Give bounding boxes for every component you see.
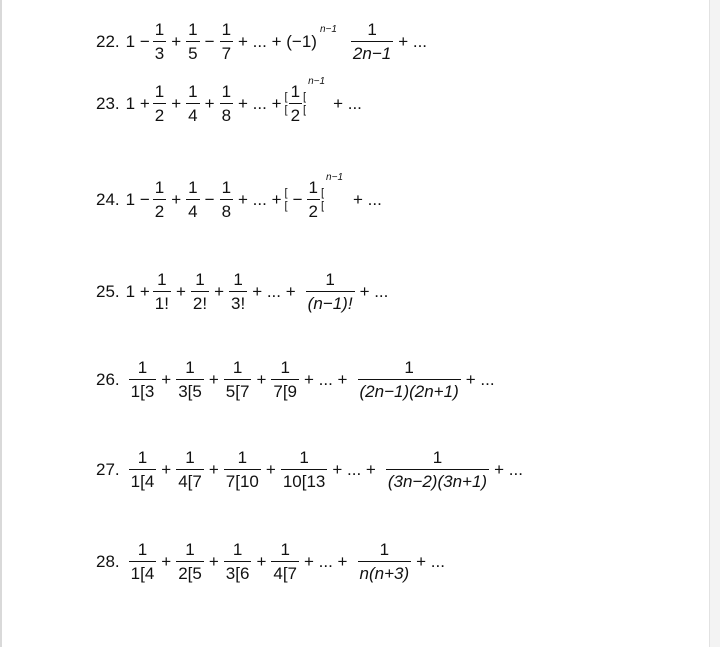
operator: + bbox=[208, 459, 219, 479]
problem-number: 22. bbox=[96, 31, 120, 51]
exponent: n−1 bbox=[326, 172, 344, 183]
denominator: 2 bbox=[153, 103, 166, 125]
operator: + bbox=[171, 31, 182, 51]
numerator: 1 bbox=[154, 178, 165, 197]
negative-sign: − bbox=[292, 189, 303, 209]
ellipsis-term: + ... + bbox=[238, 93, 282, 113]
problem-number: 26. bbox=[96, 369, 120, 389]
numerator: 1 bbox=[185, 358, 195, 377]
numerator: 1 bbox=[188, 82, 198, 101]
operator: + bbox=[204, 93, 215, 113]
denominator: 8 bbox=[220, 199, 233, 221]
general-term-fraction bbox=[351, 20, 393, 63]
page-left-edge bbox=[0, 0, 2, 647]
bracket-glyph: [ bbox=[284, 186, 288, 199]
denominator: 5 bbox=[186, 41, 199, 63]
general-term-fraction bbox=[289, 82, 302, 125]
ellipsis-term: + ... + (−1) bbox=[238, 31, 317, 51]
tail-term: + ... bbox=[416, 551, 445, 571]
bracket-glyph: [ bbox=[303, 103, 307, 116]
bracket-glyph: [ bbox=[320, 186, 325, 199]
fraction bbox=[153, 178, 166, 221]
problem-number: 24. bbox=[96, 189, 120, 209]
denominator: 7[9 bbox=[271, 379, 299, 401]
denominator: 2[5 bbox=[176, 561, 204, 583]
fraction bbox=[224, 448, 261, 491]
denominator: 3! bbox=[229, 291, 247, 313]
ellipsis-term: + ... + bbox=[304, 551, 348, 571]
ellipsis-term: + ... + bbox=[252, 281, 296, 301]
tail-term: + ... bbox=[353, 189, 382, 209]
page-right-edge bbox=[709, 0, 720, 647]
numerator: 1 bbox=[221, 20, 232, 39]
denominator: 2 bbox=[289, 103, 302, 125]
bracket-glyph: [ bbox=[284, 103, 288, 116]
problem-number: 23. bbox=[96, 93, 120, 113]
general-term-fraction bbox=[306, 270, 355, 313]
tail-term: + ... bbox=[398, 31, 428, 51]
denominator: 4 bbox=[186, 199, 199, 221]
fraction bbox=[224, 358, 252, 401]
tail-term: + ... bbox=[465, 369, 495, 389]
general-term-fraction bbox=[386, 448, 489, 491]
general-term-fraction bbox=[307, 178, 320, 221]
operator: + bbox=[161, 551, 172, 571]
denominator: 2! bbox=[191, 291, 209, 313]
problem-25 bbox=[96, 270, 390, 313]
bracket-glyph: [ bbox=[320, 199, 325, 212]
fraction bbox=[271, 540, 299, 583]
fraction bbox=[176, 448, 204, 491]
numerator: 1 bbox=[237, 448, 248, 467]
problem-number: 25. bbox=[96, 281, 120, 301]
tail-term: + ... bbox=[359, 281, 389, 301]
numerator: 1 bbox=[379, 540, 390, 559]
fraction bbox=[153, 82, 166, 125]
numerator: 1 bbox=[232, 540, 243, 559]
tail-term: + ... bbox=[494, 459, 523, 479]
ellipsis-term: + ... + bbox=[238, 189, 282, 209]
denominator: 2 bbox=[307, 199, 320, 221]
numerator: 1 bbox=[432, 448, 443, 467]
denominator: (n−1)! bbox=[306, 291, 355, 313]
problem-28 bbox=[96, 540, 447, 583]
fraction bbox=[224, 540, 252, 583]
numerator: 1 bbox=[137, 358, 148, 377]
bracket-close-glyphs bbox=[303, 91, 306, 117]
numerator: 1 bbox=[221, 82, 232, 101]
operator: + bbox=[208, 369, 219, 389]
denominator: 1! bbox=[153, 291, 171, 313]
exponent: n−1 bbox=[308, 76, 326, 87]
numerator: 1 bbox=[280, 540, 290, 559]
denominator: (3n−2)(3n+1) bbox=[386, 469, 489, 491]
fraction bbox=[271, 358, 299, 401]
numerator: 1 bbox=[185, 448, 195, 467]
bracket-open-glyphs bbox=[285, 91, 288, 117]
numerator: 1 bbox=[154, 82, 165, 101]
denominator: 1[4 bbox=[129, 469, 157, 491]
operator: + bbox=[171, 189, 182, 209]
fraction bbox=[129, 540, 157, 583]
fraction bbox=[220, 20, 233, 63]
denominator: 3[5 bbox=[176, 379, 204, 401]
numerator: 1 bbox=[188, 178, 198, 197]
operator: + bbox=[256, 369, 267, 389]
problem-24 bbox=[96, 172, 384, 221]
problem-number: 28. bbox=[96, 551, 120, 571]
operator: − bbox=[204, 189, 215, 209]
numerator: 1 bbox=[308, 178, 318, 197]
fraction bbox=[220, 82, 233, 125]
fraction bbox=[220, 178, 233, 221]
numerator: 1 bbox=[299, 448, 309, 467]
denominator: 8 bbox=[220, 103, 233, 125]
operator: + bbox=[214, 281, 224, 301]
denominator: 4[7 bbox=[176, 469, 204, 491]
numerator: 1 bbox=[325, 270, 335, 289]
numerator: 1 bbox=[154, 20, 165, 39]
numerator: 1 bbox=[157, 270, 167, 289]
bracket-glyph: [ bbox=[284, 199, 288, 212]
fraction bbox=[176, 540, 204, 583]
denominator: 10[13 bbox=[281, 469, 328, 491]
denominator: 5[7 bbox=[224, 379, 252, 401]
fraction bbox=[153, 270, 171, 313]
denominator: 4[7 bbox=[271, 561, 299, 583]
problem-number: 27. bbox=[96, 459, 120, 479]
denominator: 1[4 bbox=[129, 561, 157, 583]
bracket-close-glyphs bbox=[321, 187, 324, 213]
numerator: 1 bbox=[290, 82, 301, 101]
problem-26 bbox=[96, 358, 497, 401]
denominator: 4 bbox=[186, 103, 199, 125]
problem-22 bbox=[96, 20, 429, 63]
numerator: 1 bbox=[280, 358, 290, 377]
denominator: 7 bbox=[220, 41, 233, 63]
operator: + bbox=[175, 281, 186, 301]
operator: + bbox=[161, 369, 172, 389]
numerator: 1 bbox=[188, 20, 198, 39]
denominator: 2 bbox=[153, 199, 166, 221]
bracket-glyph: [ bbox=[284, 90, 288, 103]
operator: + bbox=[161, 459, 172, 479]
lead-term: 1 + bbox=[125, 281, 150, 301]
numerator: 1 bbox=[137, 448, 148, 467]
numerator: 1 bbox=[185, 540, 195, 559]
problem-23 bbox=[96, 76, 364, 125]
numerator: 1 bbox=[232, 358, 243, 377]
lead-term: 1 + bbox=[125, 93, 150, 113]
problem-27 bbox=[96, 448, 525, 491]
ellipsis-term: + ... + bbox=[332, 459, 376, 479]
exponent: n−1 bbox=[319, 24, 337, 35]
denominator: 2n−1 bbox=[351, 41, 393, 63]
ellipsis-term: + ... + bbox=[304, 369, 348, 389]
numerator: 1 bbox=[195, 270, 205, 289]
operator: + bbox=[256, 551, 267, 571]
bracket-open-glyphs bbox=[285, 187, 288, 213]
lead-term: 1 − bbox=[125, 189, 150, 209]
operator: + bbox=[265, 459, 276, 479]
fraction bbox=[186, 20, 199, 63]
denominator: (2n−1)(2n+1) bbox=[358, 379, 461, 401]
general-term-fraction bbox=[358, 358, 461, 401]
operator: + bbox=[208, 551, 219, 571]
numerator: 1 bbox=[137, 540, 148, 559]
numerator: 1 bbox=[404, 358, 414, 377]
tail-term: + ... bbox=[333, 93, 362, 113]
fraction bbox=[191, 270, 209, 313]
fraction bbox=[153, 20, 166, 63]
general-term-fraction bbox=[358, 540, 412, 583]
denominator: 1[3 bbox=[129, 379, 157, 401]
fraction bbox=[281, 448, 328, 491]
denominator: 7[10 bbox=[224, 469, 261, 491]
fraction bbox=[176, 358, 204, 401]
denominator: n(n+3) bbox=[358, 561, 412, 583]
denominator: 3 bbox=[153, 41, 166, 63]
fraction bbox=[186, 82, 199, 125]
numerator: 1 bbox=[233, 270, 243, 289]
fraction bbox=[129, 448, 157, 491]
fraction bbox=[229, 270, 247, 313]
operator: + bbox=[171, 93, 182, 113]
denominator: 3[6 bbox=[224, 561, 252, 583]
lead-term: 1 − bbox=[125, 31, 150, 51]
numerator: 1 bbox=[221, 178, 232, 197]
fraction bbox=[186, 178, 199, 221]
numerator: 1 bbox=[367, 20, 377, 39]
fraction bbox=[129, 358, 157, 401]
bracket-glyph: [ bbox=[303, 90, 307, 103]
operator: − bbox=[204, 31, 215, 51]
